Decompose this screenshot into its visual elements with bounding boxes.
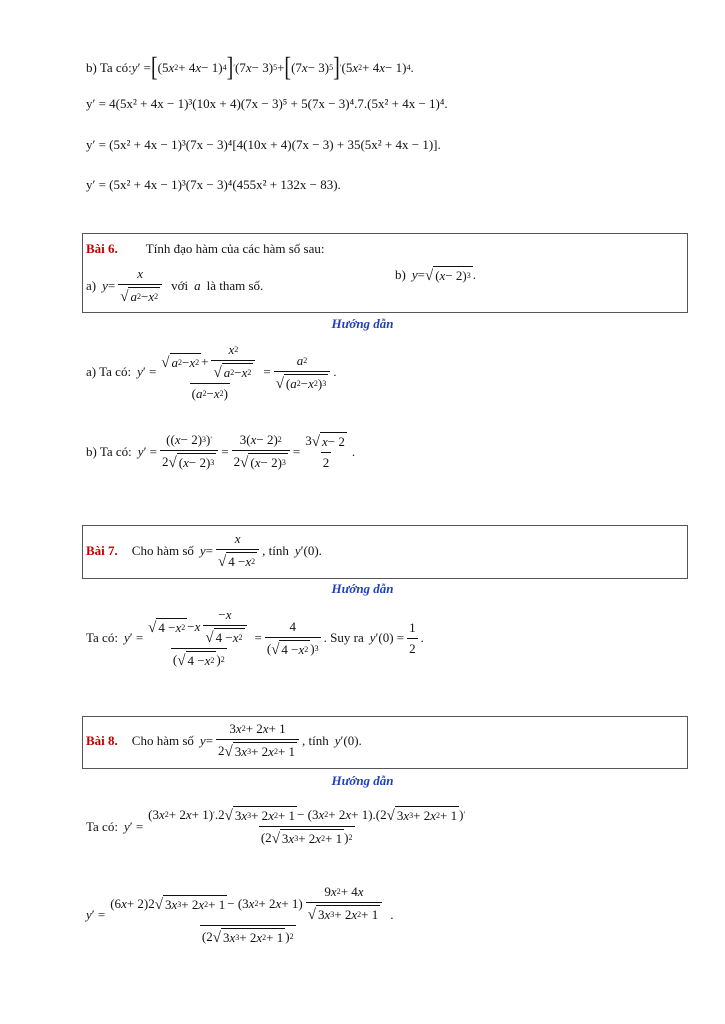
bai6-problem: a) y = x √ a 2 − x 2 với a là tham số. [86, 266, 264, 305]
part-b-line-2: y′ = 4(5x² + 4x − 1)³(10x + 4)(7x − 3)⁵ + 5(7x − 3)⁴.7.(5x² + 4x − 1)⁴. [86, 96, 448, 111]
bai8-problem: Bài 8. Cho hàm số y = 3 x 2 + 2 x + 1 2 √ 3 x 3 + 2 x 2 + 1 , tính y ′(0). [86, 721, 362, 760]
bai6-a-prefix: a) [86, 277, 97, 293]
bai7-solution: Ta có: y ′ = √ 4 − x 2 − x − x √ 4 − x 2 ( √ 4 − x 2 ) 2 = 4 ( √ 4 − x 2 ) 3 . Suy ra y ′(0) = $\frac{1}{2}$ . [86, 607, 424, 669]
bai6-title: Tính đạo hàm của các hàm số sau: [145, 241, 325, 256]
bai6-solution-a: a) Ta có: y ′ = √ a 2 − x 2 + x 2 √ a 2 − x 2 ( a 2 − x 2 ) = a 2 √ ( a 2 − x 2 ) 3 . [86, 342, 337, 401]
bai6-problem-b: b) y = √ ( x − 2) 3 . [395, 267, 476, 284]
part-b-intro: b) Ta có: [86, 60, 132, 75]
bai7-label: Bài 7. [86, 542, 118, 558]
bai6-a-text: với [171, 277, 189, 293]
bai8-title: Cho hàm số [131, 732, 194, 748]
bai6-header [86, 241, 324, 257]
bai7-tail: , tính [262, 542, 289, 558]
bai7-suy-ra: . Suy ra [323, 630, 364, 645]
bai7-title: Cho hàm số [131, 542, 194, 558]
bai6-guide: Hướng dẫn [331, 316, 394, 331]
bai6-sol-a-label: a) Ta có: [86, 364, 132, 379]
bai6-solution-b: b) Ta có: y ′ = (( x − 2) 3 ) ′ 2 √ ( x − 2) 3 = 3( x − 2) 2 2 √ ( x − 2) 3 = 3 √ x − 2 2 . [86, 432, 356, 471]
bai6-a-var: a [194, 277, 201, 293]
part-b-line-1: b) Ta có: y ′ = [ (5 x 2 + 4 x − 1) 4 ] ′ (7 x − 3) 5 + [ (7 x − 3) 5 ] ′ (5 x 2 + 4 x − 1) 4 . [86, 53, 414, 83]
bai6-b-prefix: b) [395, 267, 406, 282]
bai6-label: Bài 6. [86, 241, 118, 256]
bai8-sol-label: Ta có: [86, 818, 118, 834]
bai8-guide: Hướng dẫn [331, 773, 394, 788]
bai8-tail: , tính [302, 732, 329, 748]
bai8-solution-2: y ′ = (6 x + 2)2 √ 3 x 3 + 2 x 2 + 1 − (3 x 2 + 2 x + 1) 9 x 2 + 4 x √ 3 x 3 + 2 x 2 + 1 (2 √ 3 x 3 + 2 x 2 + 1 ) 2 . [86, 884, 394, 946]
bai8-label: Bài 8. [86, 732, 118, 748]
part-b-line-3: y′ = (5x² + 4x − 1)³(7x − 3)⁴[4(10x + 4)(7x − 3) + 35(5x² + 4x − 1)]. [86, 137, 441, 152]
bai6-sol-b-label: b) Ta có: [86, 443, 132, 459]
bai7-guide: Hướng dẫn [331, 581, 394, 596]
bai7-problem: Bài 7. Cho hàm số y = x √ 4 − x 2 , tính y ′(0). [86, 531, 322, 570]
bai8-solution-1: Ta có: y ′ = (3 x 2 + 2 x + 1) ′ .2 √ 3 x 3 + 2 x 2 + 1 − (3 x 2 + 2 x + 1).(2 √ 3 x 3 + 2 x 2 + 1 ) ′ (2 √ 3 x 3 + 2 x 2 + 1 ) 2 [86, 807, 466, 847]
bai6-a-suffix: là tham số. [206, 277, 264, 293]
part-b-line-4: y′ = (5x² + 4x − 1)³(7x − 3)⁴(455x² + 132x − 83). [86, 177, 341, 192]
bai7-sol-label: Ta có: [86, 630, 118, 645]
